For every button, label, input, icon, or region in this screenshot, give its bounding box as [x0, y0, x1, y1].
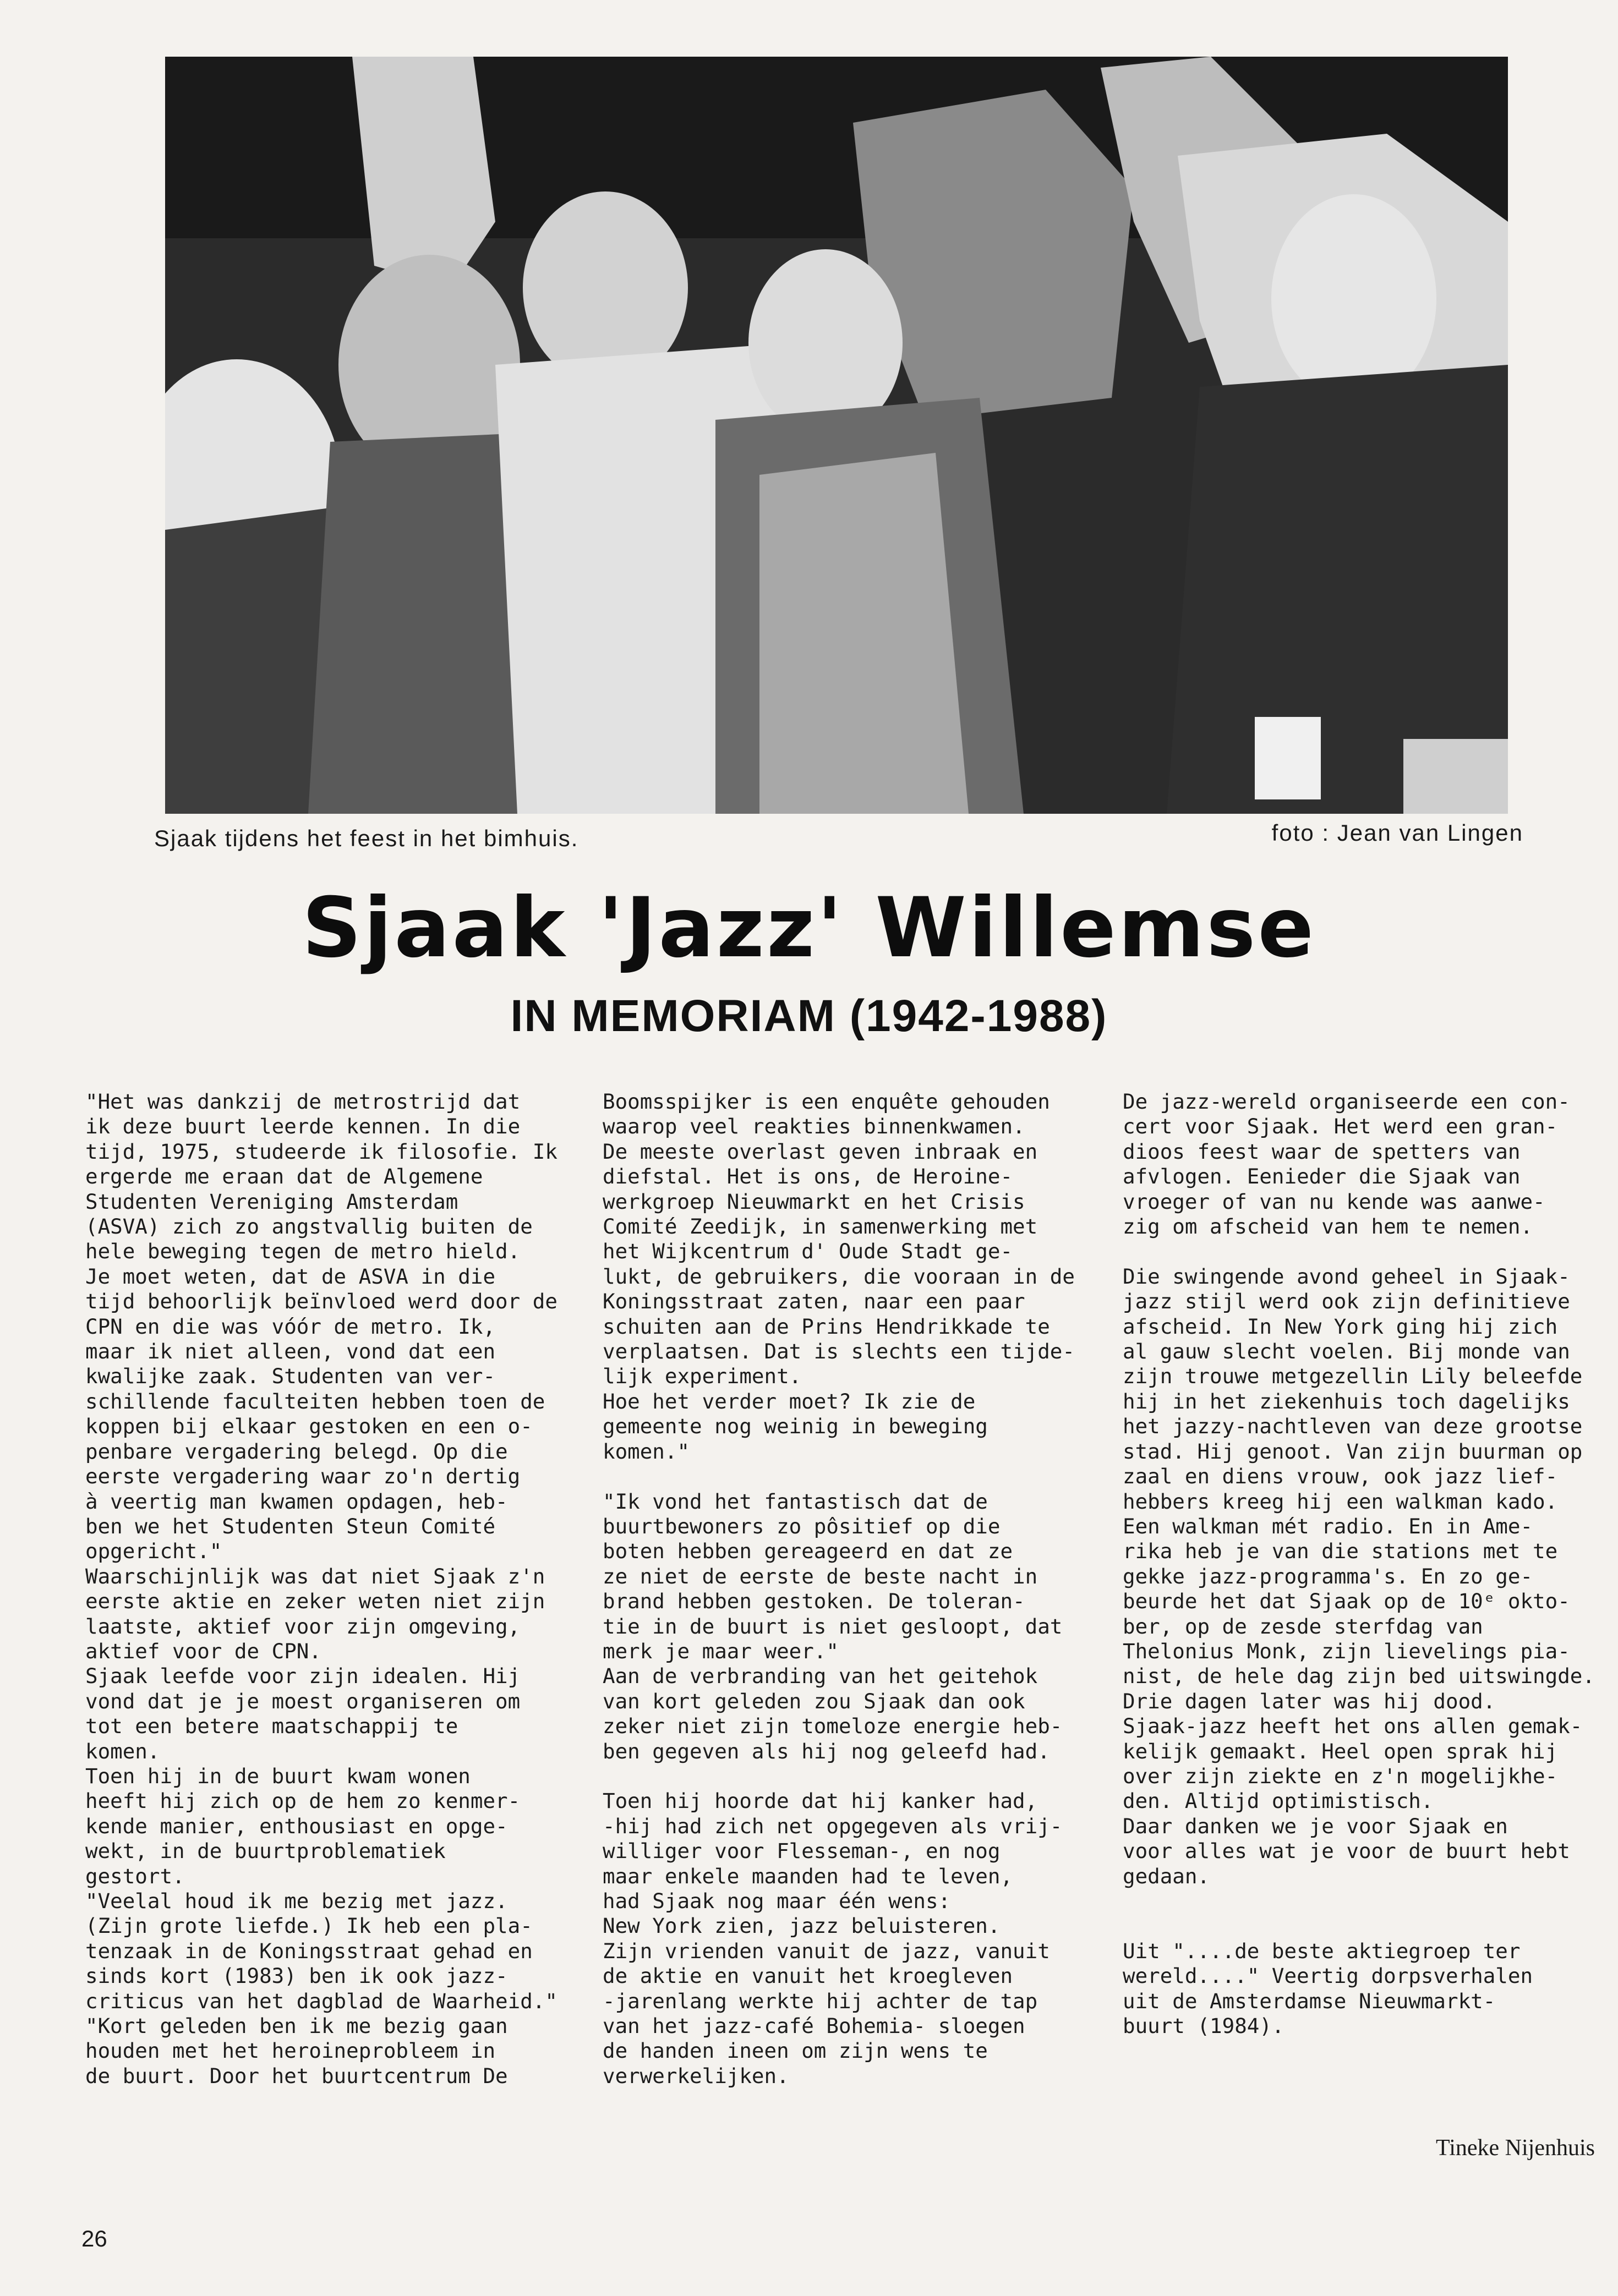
author-signature: Tineke Nijenhuis [1436, 2135, 1595, 2161]
article-column-2: Boomsspijker is een enquête gehouden waarop veel reakties binnenkwamen. De meeste overlast geven inbraak en diefstal. Het is ons, de Heroine- werkgroep Nieuwmarkt en het Crisis Comité Zeedijk, in samenwerking met het Wijkcentrum d' Oude Stadt ge- lukt, de gebruikers, die vooraan in de Koningsstraat zaten, naar een paar schuiten aan de Prins Hendrikkade te verplaatsen. Dat is slechts een tijde- lijk experiment. Hoe het verder moet? Ik zie de gemeente nog weinig in beweging komen." "Ik vond het fantastisch dat de buurtbewoners zo pôsitief op die boten hebben gereageerd en dat ze ze niet de eerste de beste nacht in brand hebben gestoken. De toleran- tie in de buurt is niet gesloopt, dat merk je maar weer." Aan de verbranding van het geitehok van kort geleden zou Sjaak dan ook zeker niet zijn tomeloze energie heb- ben gegeven als hij nog geleefd had. Toen hij hoorde dat hij kanker had, -hij had zich net opgegeven als vrij- williger voor Flesseman-, en nog maar enkele maanden had te leven, had Sjaak nog maar één wens: New York zien, jazz beluisteren. Zijn vrienden vanuit de jazz, vanuit de aktie en vanuit het kroegleven -jarenlang werkte hij achter de tap van het jazz-café Bohemia- sloegen de handen ineen om zijn wens te verwerkelijken. [603, 1089, 1075, 2088]
article-title: Sjaak 'Jazz' Willemse [302, 880, 1316, 976]
photo-image [165, 57, 1508, 814]
photo-credit: foto : Jean van Lingen [1271, 820, 1523, 846]
page-number: 26 [81, 2226, 107, 2251]
article-column-3: De jazz-wereld organiseerde een con- cert voor Sjaak. Het werd een gran- dioos feest waar de spetters van afvlogen. Eenieder die Sjaak van vroeger of van nu kende was aanwe- zig om afscheid van hem te nemen. Die swingende avond geheel in Sjaak- jazz stijl werd ook zijn definitieve afscheid. In New York ging hij zich al gauw slecht voelen. Bij monde van zijn trouwe metgezellin Lily beleefde hij in het ziekenhuis toch dagelijks het jazzy-nachtleven van deze grootse stad. Hij genoot. Van zijn buurman op zaal en diens vrouw, ook jazz lief- hebbers kreeg hij een walkman kado. Een walkman mét radio. En in Ame- rika heb je van die stations met te gekke jazz-programma's. En zo ge- beurde het dat Sjaak op de 10ᵉ okto- ber, op de zesde sterfdag van Thelonius Monk, zijn lievelings pia- nist, de hele dag zijn bed uitswingde. Drie dagen later was hij dood. Sjaak-jazz heeft het ons allen gemak- kelijk gemaakt. Heel open sprak hij over zijn ziekte en z'n mogelijkhe- den. Altijd optimistisch. Daar danken we je voor Sjaak en voor alles wat je voor de buurt hebt gedaan. Uit "....de beste aktiegroep ter wereld...." Veertig dorpsverhalen uit de Amsterdamse Nieuwmarkt- buurt (1984). [1123, 1089, 1595, 2039]
article-photo [165, 57, 1508, 814]
article-column-1: "Het was dankzij de metrostrijd dat ik deze buurt leerde kennen. In die tijd, 1975, studeerde ik filosofie. Ik ergerde me eraan dat de Algemene Studenten Vereniging Amsterdam (ASVA) zich zo angstvallig buiten de hele beweging tegen de metro hield. Je moet weten, dat de ASVA in die tijd behoorlijk beïnvloed werd door de CPN en die was vóór de metro. Ik, maar ik niet alleen, vond dat een kwalijke zaak. Studenten van ver- schillende faculteiten hebben toen de koppen bij elkaar gestoken en een o- penbare vergadering belegd. Op die eerste vergadering waar zo'n dertig à veertig man kwamen opdagen, heb- ben we het Studenten Steun Comité opgericht." Waarschijnlijk was dat niet Sjaak z'n eerste aktie en zeker weten niet zijn laatste, aktief voor zijn omgeving, aktief voor de CPN. Sjaak leefde voor zijn idealen. Hij vond dat je je moest organiseren om tot een betere maatschappij te komen. Toen hij in de buurt kwam wonen heeft hij zich op de hem zo kenmer- kende manier, enthousiast en opge- wekt, in de buurtproblematiek gestort. "Veelal houd ik me bezig met jazz. (Zijn grote liefde.) Ik heb een pla- tenzaak in de Koningsstraat gehad en sinds kort (1983) ben ik ook jazz- criticus van het dagblad de Waarheid." "Kort geleden ben ik me bezig gaan houden met het heroineprobleem in de buurt. Door het buurtcentrum De [85, 1089, 557, 2088]
photo-caption: Sjaak tijdens het feest in het bimhuis. [154, 825, 579, 851]
article-subtitle: IN MEMORIAM (1942-1988) [510, 991, 1108, 1041]
